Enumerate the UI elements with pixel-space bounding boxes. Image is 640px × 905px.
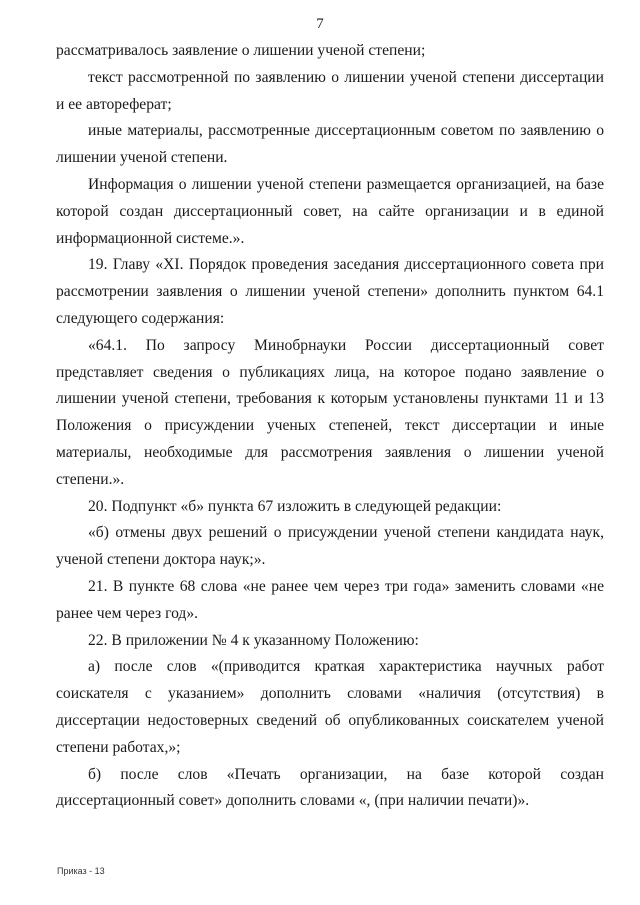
- paragraph: текст рассмотренной по заявлению о лишении ученой степени диссертации и ее автореферат;: [56, 68, 604, 113]
- footer-label: Приказ - 13: [57, 866, 105, 876]
- page-number: 7: [316, 16, 324, 32]
- paragraph: 20. Подпункт «б» пункта 67 изложить в следующей редакции:: [88, 497, 502, 515]
- paragraph: «64.1. По запросу Минобрнауки России диссертационный совет представляет сведения о публикациях лица, на которое подано заявление о лишении ученой степени, требования к которым установлены пунктами 11 и 13 Положения о присуждении ученых степеней, текст диссертации и иные материалы, необходимые для рассмотрения заявления о лишении ученой степени.».: [56, 336, 604, 488]
- paragraph: 21. В пункте 68 слова «не ранее чем через три года» заменить словами «не ранее чем через год».: [56, 577, 604, 622]
- paragraph: рассматривалось заявление о лишении ученой степени;: [56, 42, 426, 59]
- paragraph: 19. Главу «XI. Порядок проведения заседания диссертационного совета при рассмотрении заявления о лишении ученой степени» дополнить пунктом 64.1 следующего содержания:: [56, 256, 604, 327]
- paragraph: «б) отмены двух решений о присуждении ученой степени кандидата наук, ученой степени доктора наук;».: [56, 524, 604, 569]
- paragraph: а) после слов «(приводится краткая характеристика научных работ соискателя с указанием» дополнить словами «наличия (отсутствия) в диссертации недостоверных сведений об опубликованных соискателем ученой степени работах,»;: [56, 658, 604, 756]
- paragraph: иные материалы, рассмотренные диссертационным советом по заявлению о лишении ученой степени.: [56, 122, 604, 167]
- paragraph: Информация о лишении ученой степени размещается организацией, на базе которой создан диссертационный совет, на сайте организации и в единой информационной системе.».: [56, 175, 604, 247]
- paragraph: б) после слов «Печать организации, на базе которой создан диссертационный совет» дополнить словами «, (при наличии печати)».: [56, 765, 604, 810]
- document-body: [56, 38, 604, 815]
- paragraph: 22. В приложении № 4 к указанному Положению:: [88, 631, 419, 649]
